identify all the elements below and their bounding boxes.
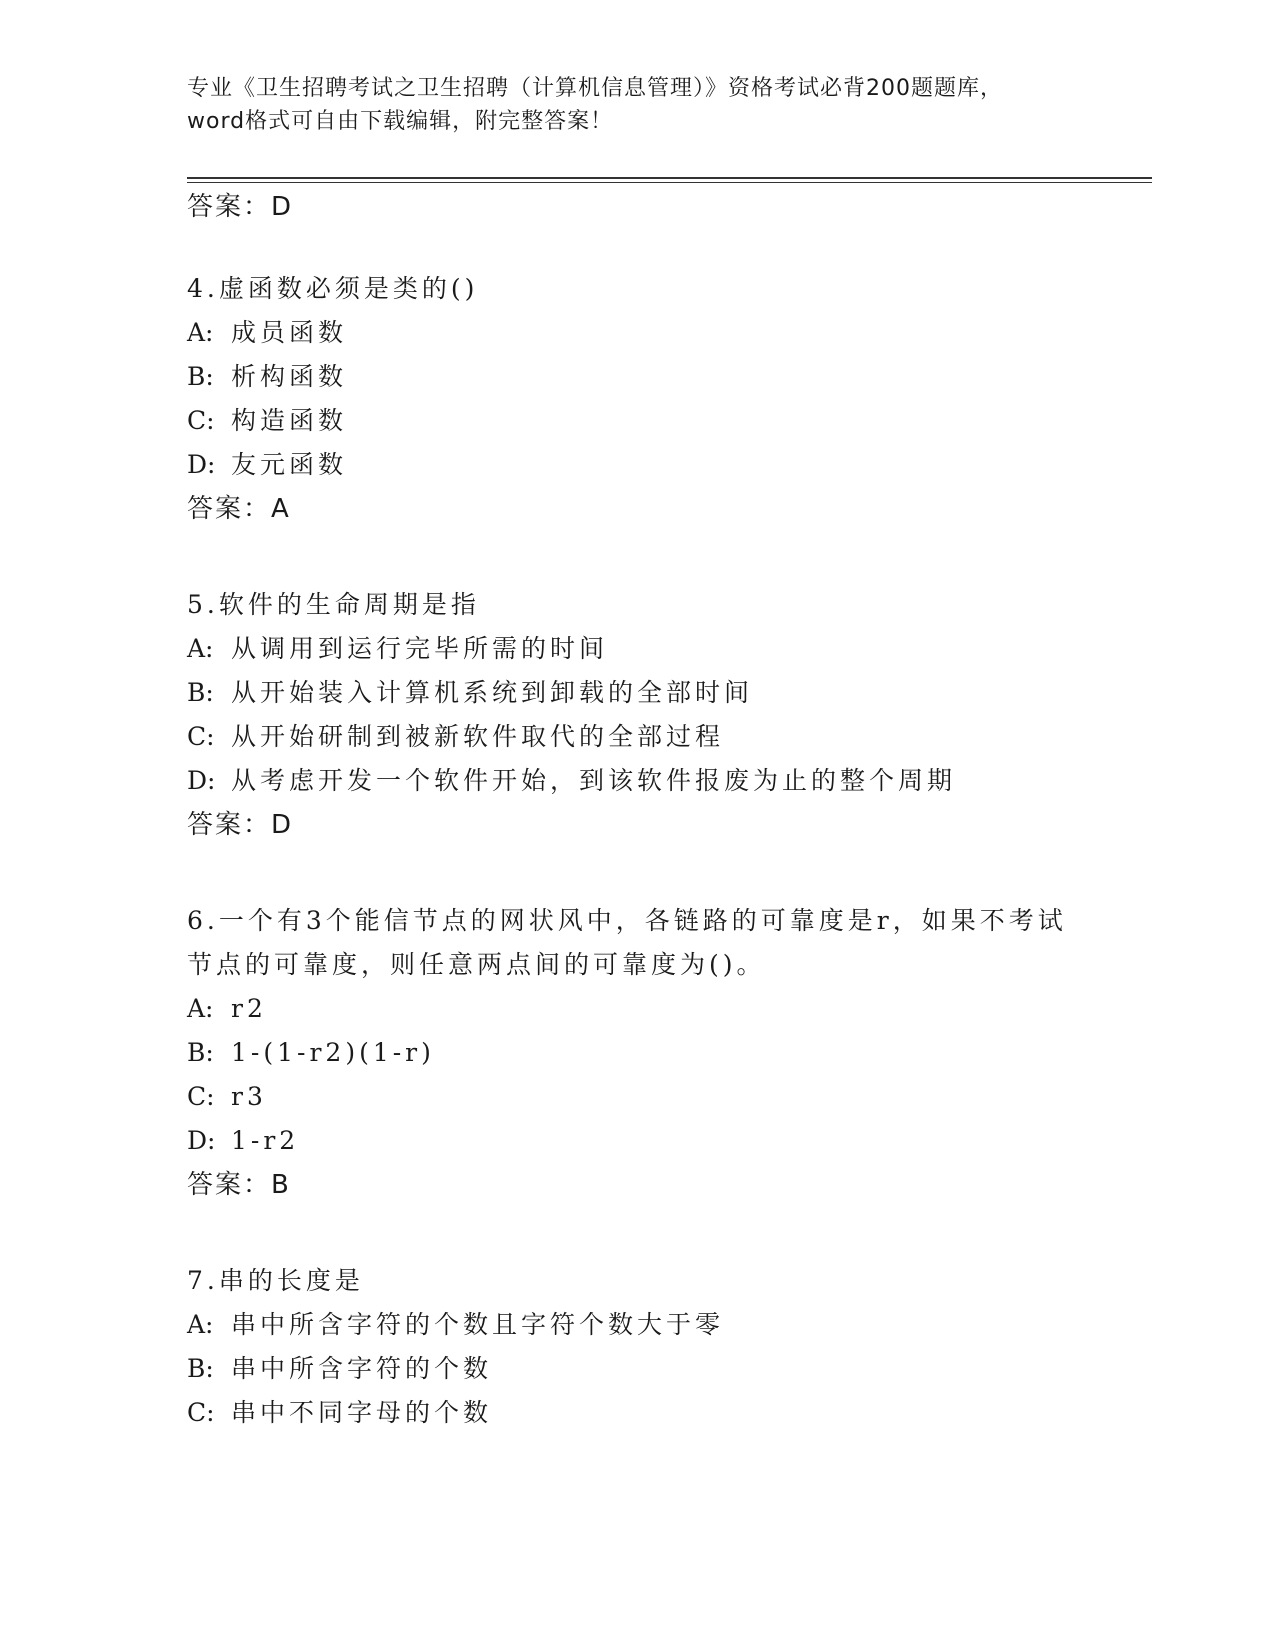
option-label: A:	[187, 1310, 214, 1339]
option-label: D:	[187, 450, 216, 479]
option-text: 从开始研制到被新软件取代的全部过程	[231, 722, 725, 751]
option-label: C:	[187, 1082, 215, 1111]
option-label: A:	[187, 994, 214, 1023]
option-label: B:	[187, 678, 214, 707]
q7-option-c	[187, 1396, 492, 1430]
option-text: 串中所含字符的个数且字符个数大于零	[231, 1310, 725, 1339]
header-rule-thin	[187, 182, 1152, 183]
option-text: r2	[231, 994, 267, 1023]
option-text: 析构函数	[231, 362, 348, 391]
answer-q4: 答案：A	[187, 494, 291, 524]
q5-option-d	[187, 764, 956, 798]
question-6-line-2: 节点的可靠度，则任意两点间的可靠度为()。	[187, 950, 766, 979]
document-header	[187, 72, 1087, 138]
question-7: 7.串的长度是	[187, 1266, 364, 1295]
option-label: A:	[187, 318, 214, 347]
q5-option-b	[187, 676, 753, 710]
q6-option-b	[187, 1036, 435, 1070]
option-label: B:	[187, 1038, 214, 1067]
header-line-1: 专业《卫生招聘考试之卫生招聘（计算机信息管理）》资格考试必背200题题库，	[187, 76, 1003, 101]
option-text: 友元函数	[231, 450, 348, 479]
q7-option-a	[187, 1308, 724, 1342]
header-rule-thick	[187, 177, 1152, 179]
option-text: 从考虑开发一个软件开始，到该软件报废为止的整个周期	[231, 766, 957, 795]
q4-option-b	[187, 360, 347, 394]
q5-option-c	[187, 720, 724, 754]
question-4: 4.虚函数必须是类的()	[187, 274, 479, 303]
option-text: 1-(1-r2)(1-r)	[231, 1038, 435, 1067]
option-text: 串中所含字符的个数	[231, 1354, 493, 1383]
answer-q3: 答案：D	[187, 192, 294, 222]
option-label: D:	[187, 766, 216, 795]
option-text: 从开始装入计算机系统到卸载的全部时间	[231, 678, 754, 707]
option-text: 1-r2	[231, 1126, 300, 1155]
q6-option-d	[187, 1124, 299, 1158]
answer-q5: 答案：D	[187, 810, 294, 840]
question-5: 5.软件的生命周期是指	[187, 590, 480, 619]
q6-option-a	[187, 992, 267, 1026]
option-label: C:	[187, 722, 215, 751]
option-text: r3	[231, 1082, 267, 1111]
option-label: D:	[187, 1126, 216, 1155]
option-label: B:	[187, 362, 214, 391]
option-label: A:	[187, 634, 214, 663]
option-text: 从调用到运行完毕所需的时间	[231, 634, 609, 663]
q7-option-b	[187, 1352, 492, 1386]
q6-option-c	[187, 1080, 267, 1114]
option-label: B:	[187, 1354, 214, 1383]
option-label: C:	[187, 1398, 215, 1427]
q4-option-d	[187, 448, 347, 482]
q4-option-a	[187, 316, 347, 350]
option-text: 构造函数	[231, 406, 348, 435]
option-text: 成员函数	[231, 318, 348, 347]
q5-option-a	[187, 632, 608, 666]
q4-option-c	[187, 404, 347, 438]
option-label: C:	[187, 406, 215, 435]
option-text: 串中不同字母的个数	[231, 1398, 493, 1427]
answer-q6: 答案：B	[187, 1170, 291, 1200]
question-6-line-1: 6.一个有3个能信节点的网状风中，各链路的可靠度是r，如果不考试	[187, 906, 1067, 935]
header-line-2: word格式可自由下载编辑，附完整答案！	[187, 109, 614, 134]
